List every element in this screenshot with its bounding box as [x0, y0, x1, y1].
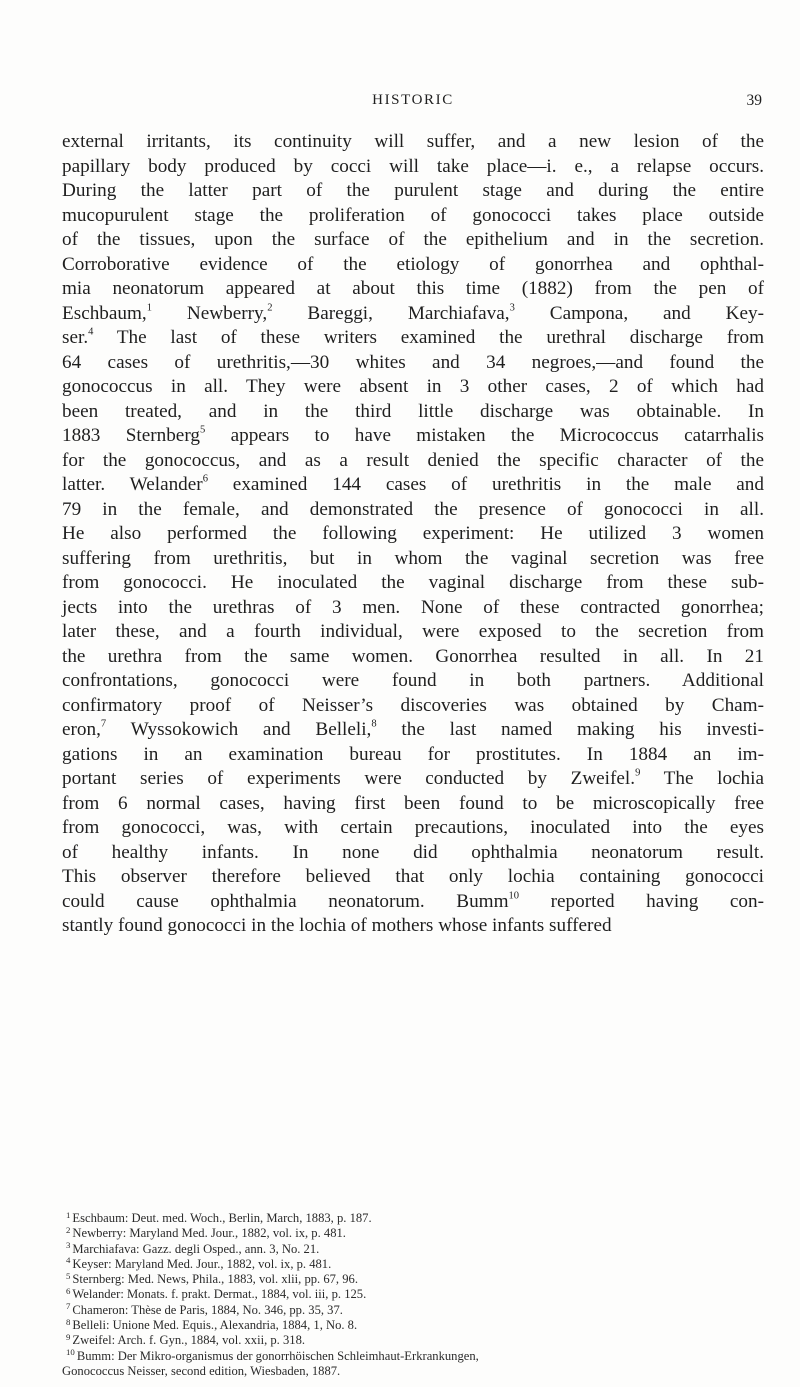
footnote-text: Newberry: Maryland Med. Jour., 1882, vol. ix, p. 481. [72, 1226, 346, 1241]
footnote [62, 1211, 764, 1226]
body-line: stantly found gonococci in the lochia of mothers whose infants suffered [62, 915, 612, 936]
footnote-mark: 6 [66, 1286, 71, 1297]
body-line: gonococcus in all. They were absent in 3 other cases, 2 of which had [62, 376, 764, 397]
body-line: later these, and a fourth individual, were exposed to the secretion from [62, 621, 764, 642]
body-line: confrontations, gonococci were found in both partners. Additional [62, 670, 764, 691]
footnote [62, 1303, 764, 1318]
body-line: of the tissues, upon the surface of the epithelium and in the secretion. [62, 229, 764, 250]
footnote-mark: 5 [66, 1270, 71, 1281]
body-line: jects into the urethras of 3 men. None of these contracted gonorrhea; [62, 596, 764, 618]
footnote-text: Welander: Monats. f. prakt. Dermat., 1884, vol. iii, p. 125. [72, 1287, 367, 1302]
body-line: the urethra from the same women. Gonorrhea resulted in all. In 21 [62, 645, 764, 667]
body-line: papillary body produced by cocci will take place—i. e., a relapse occurs. [62, 155, 764, 177]
body-line: confirmatory proof of Neisser’s discoveries was obtained by Cham- [62, 694, 764, 716]
body-line: suffering from urethritis, but in whom the vaginal secretion was free [62, 547, 764, 569]
footnote-mark: 8 [66, 1316, 71, 1327]
footnote [62, 1349, 764, 1364]
body-line: latter. Welander$^6$ examined 144 cases of urethritis in the male and [62, 473, 764, 495]
running-head [62, 92, 764, 114]
footnote [62, 1272, 764, 1287]
body-line: ser.$^4$ The last of these writers examined the urethral discharge from [62, 326, 764, 348]
footnote [62, 1364, 764, 1379]
footnote-text: Gonococcus Neisser, second edition, Wiesbaden, 1887. [62, 1363, 341, 1378]
body-line: mucopurulent stage the proliferation of gonococci takes place outside [62, 204, 764, 226]
body-line: This observer therefore believed that only lochia containing gonococci [62, 866, 764, 887]
footnote [62, 1333, 764, 1348]
footnote-text: Belleli: Unione Med. Equis., Alexandria, 1884, 1, No. 8. [72, 1318, 358, 1333]
body-line: He also performed the following experiment: He utilized 3 women [62, 523, 764, 544]
footnote-text: Chameron: Thèse de Paris, 1884, No. 346, pp. 35, 37. [72, 1302, 343, 1317]
body-line: portant series of experiments were conducted by Zweifel.$^9$ The lochia [62, 767, 764, 789]
footnote-mark: 7 [66, 1301, 71, 1312]
body-line: external irritants, its continuity will suffer, and a new lesion of the [62, 131, 764, 152]
footnote-text: Bumm: Der Mikro-organismus der gonorrhöischen Schleimhaut-Erkrankungen, [76, 1348, 479, 1363]
body-text [62, 130, 764, 939]
body-line: 79 in the female, and demonstrated the presence of gonococci in all. [62, 498, 764, 520]
footnote [62, 1226, 764, 1241]
footnote [62, 1318, 764, 1333]
body-line: Eschbaum,$^1$ Newberry,$^2$ Bareggi, Marchiafava,$^3$ Campona, and Key- [62, 302, 765, 324]
body-line: mia neonatorum appeared at about this time (1882) from the pen of [62, 278, 764, 299]
body-line: been treated, and in the third little discharge was obtainable. In [62, 400, 764, 422]
body-line: 1883 Sternberg$^5$ appears to have mistaken the Micrococcus catarrhalis [62, 424, 765, 446]
body-line: 64 cases of urethritis,—30 whites and 34 negroes,—and found the [62, 351, 764, 373]
body-line: eron,$^7$ Wyssokowich and Belleli,$^8$ the last named making his investi- [62, 718, 764, 740]
body-line: from gonococci. He inoculated the vaginal discharge from these sub- [62, 572, 764, 593]
body-line: from gonococci, was, with certain precautions, inoculated into the eyes [62, 817, 764, 838]
footnote-mark: 9 [66, 1331, 71, 1342]
footnote [62, 1242, 764, 1257]
footnote-mark: 1 [66, 1209, 71, 1220]
body-line: from 6 normal cases, having first been found to be microscopically free [62, 792, 764, 814]
body-line: Corroborative evidence of the etiology of gonorrhea and ophthal- [62, 253, 764, 275]
body-line: for the gonococcus, and as a result denied the specific character of the [62, 449, 764, 471]
footnote-mark: 4 [66, 1255, 71, 1266]
page-number: 39 [746, 92, 762, 109]
footnote-text: Keyser: Maryland Med. Jour., 1882, vol. ix, p. 481. [72, 1256, 332, 1271]
footnote [62, 1257, 764, 1272]
footnote-text: Eschbaum: Deut. med. Woch., Berlin, March, 1883, p. 187. [72, 1211, 372, 1225]
running-head-title: HISTORIC [372, 92, 454, 108]
body-line: gations in an examination bureau for prostitutes. In 1884 an im- [62, 743, 764, 765]
footnote-text: Sternberg: Med. News, Phila., 1883, vol. xlii, pp. 67, 96. [72, 1272, 358, 1287]
body-line: During the latter part of the purulent stage and during the entire [62, 180, 764, 201]
footnote-text: Marchiafava: Gazz. degli Osped., ann. 3, No. 21. [72, 1241, 320, 1256]
footnote-mark: 10 [66, 1347, 75, 1358]
body-line: of healthy infants. In none did ophthalmia neonatorum result. [62, 841, 764, 863]
footnote-text: Zweifel: Arch. f. Gyn., 1884, vol. xxii, p. 318. [72, 1333, 306, 1348]
body-line: could cause ophthalmia neonatorum. Bumm$^{10}$ reported having con- [62, 890, 764, 912]
footnote [62, 1287, 764, 1302]
footnotes [62, 1211, 764, 1379]
footnote-mark: 3 [66, 1240, 71, 1251]
footnote-mark: 2 [66, 1224, 71, 1235]
